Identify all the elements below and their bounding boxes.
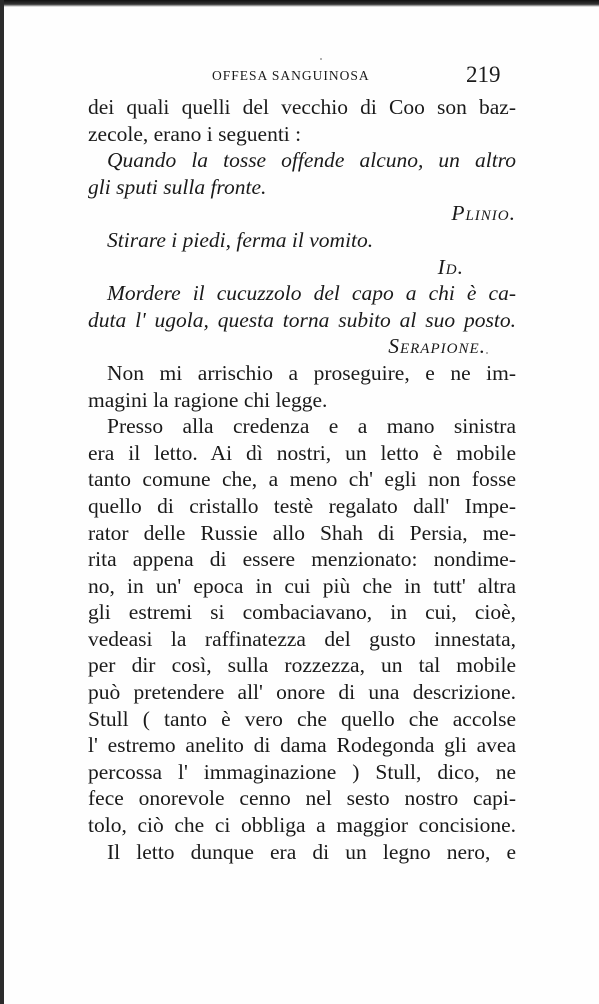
text-line: può pretendere all' onore di una descrizione.	[88, 680, 516, 705]
quote-line: Mordere il cucuzzolo del capo a chi è ca-	[107, 281, 516, 306]
page-number: 219	[466, 62, 501, 87]
quote-attribution: Id.	[437, 254, 464, 279]
text-line: Presso alla credenza e a mano sinistra	[107, 414, 516, 439]
quote-attribution: Plinio.	[451, 201, 516, 226]
quote-line: Stirare i piedi, ferma il vomito.	[107, 227, 374, 252]
body-text	[88, 94, 516, 865]
text-line: rita appena di essere menzionato: nondime-	[88, 547, 516, 572]
text-line: zecole, erano i seguenti :	[88, 121, 302, 146]
text-line: tanto comune che, a meno ch' egli non fosse	[88, 467, 516, 492]
scan-speck	[486, 352, 488, 354]
scan-speck	[320, 58, 322, 60]
text-line: percossa l' immaginazione ) Stull, dico, ne	[88, 759, 516, 784]
text-line: Il letto dunque era di un legno nero, e	[107, 839, 516, 864]
text-line: l' estremo anelito di dama Rodegonda gli avea	[88, 733, 516, 758]
text-line: dei quali quelli del vecchio di Coo son baz-	[88, 95, 516, 119]
page-header	[4, 62, 599, 90]
text-line: Non mi arrischio a proseguire, e ne im-	[107, 360, 516, 385]
page-top-edge	[4, 0, 599, 7]
text-line: quello di cristallo testè regalato dall' Impe-	[88, 493, 516, 518]
text-line: no, in un' epoca in cui più che in tutt' altra	[88, 573, 516, 598]
quote-line: Quando la tosse offende alcuno, un altro	[107, 148, 516, 173]
quote-attribution: Serapione.	[388, 334, 486, 359]
text-line: vedeasi la raffinatezza del gusto innestata,	[88, 626, 516, 651]
text-line: magini la ragione chi legge.	[88, 387, 328, 412]
text-line: rator delle Russie allo Shah di Persia, me-	[88, 520, 516, 545]
text-line: fece onorevole cenno nel sesto nostro capi-	[88, 786, 516, 811]
text-line: era il letto. Ai dì nostri, un letto è mobile	[88, 440, 516, 465]
text-line: tolo, ciò che ci obbliga a maggior concisione.	[88, 813, 516, 838]
text-line: per dir così, sulla rozzezza, un tal mobile	[88, 653, 516, 678]
quote-line: duta l' ugola, questa torna subito al suo posto.	[88, 307, 516, 332]
running-head: OFFESA SANGUINOSA	[212, 68, 370, 83]
text-line: Stull ( tanto è vero che quello che accolse	[88, 706, 516, 731]
quote-line: gli sputi sulla fronte.	[88, 174, 267, 199]
text-line: gli estremi si combaciavano, in cui, cioè,	[88, 600, 516, 625]
